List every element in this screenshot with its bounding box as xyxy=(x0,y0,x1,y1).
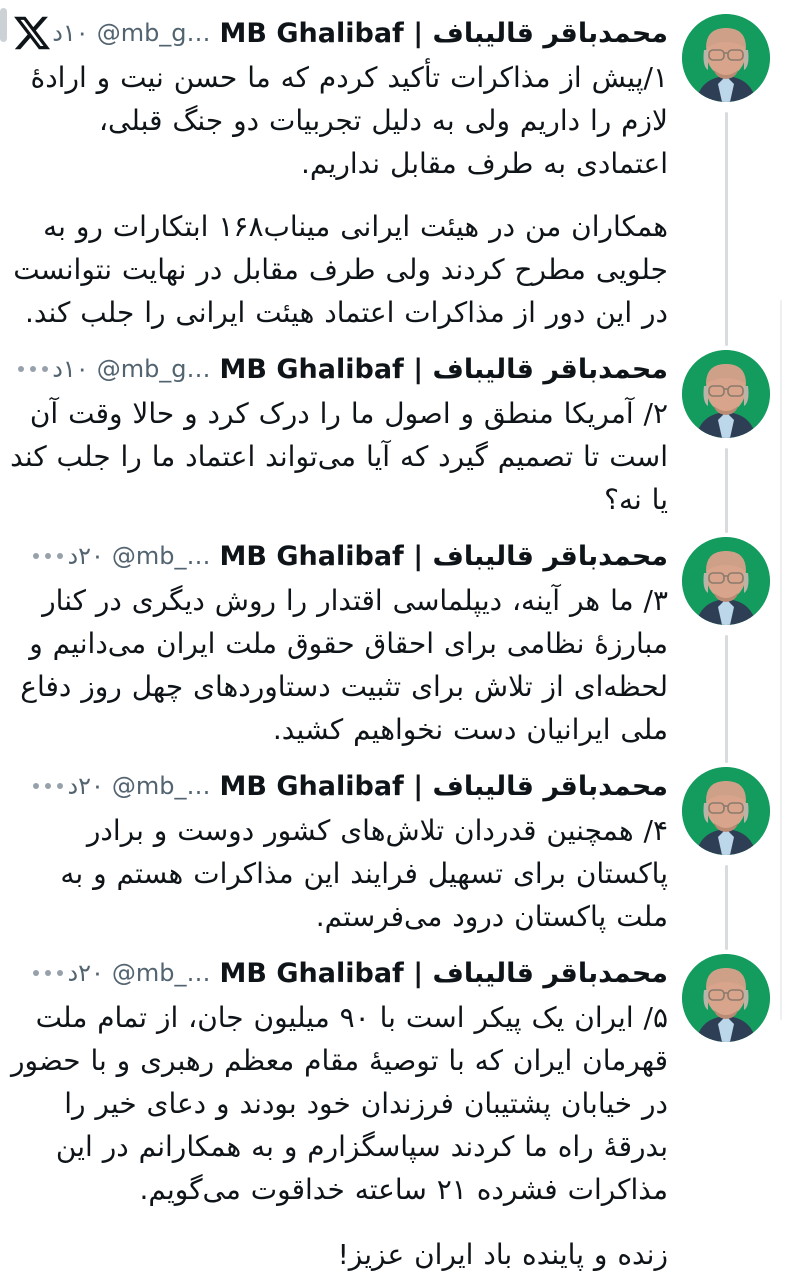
display-name[interactable]: محمدباقر قالیباف | MB Ghalibaf xyxy=(219,353,668,385)
more-icon[interactable] xyxy=(14,362,52,376)
avatar[interactable] xyxy=(682,767,770,855)
thread-connector-line xyxy=(725,112,728,346)
user-handle[interactable]: @mb_g… xyxy=(96,355,211,383)
avatar[interactable] xyxy=(682,954,770,1042)
tweet-2[interactable] xyxy=(8,348,770,521)
tweet-1[interactable] xyxy=(8,12,770,334)
avatar-column xyxy=(668,765,770,938)
display-name[interactable]: محمدباقر قالیباف | MB Ghalibaf xyxy=(219,17,668,49)
tweet-4[interactable] xyxy=(8,765,770,938)
x-logo-icon[interactable] xyxy=(12,13,52,53)
avatar-column xyxy=(668,952,770,1276)
tweet-text: ۳/ ما هر آینه، دیپلماسی اقتدار را روش دیگری در کنار مبارزهٔ نظامی برای احقاق حقوق ملت ایران می‌دانیم و لحظه‌ای از تلاش برای تثبیت دستاوردهای چهل روز دفاع ملی ایرانیان دست نخواهیم کشید. xyxy=(20,584,668,746)
avatar[interactable] xyxy=(682,350,770,438)
avatar-column xyxy=(668,348,770,521)
user-handle[interactable]: @mb_… xyxy=(111,959,211,987)
timestamp[interactable]: ۱۰د xyxy=(52,355,89,383)
tweet-closing-line: زنده و پاینده باد ایران عزیز! xyxy=(337,1238,668,1271)
tweet-header xyxy=(8,765,668,807)
scrollbar-fragment-left[interactable] xyxy=(0,8,7,42)
tweet-text: ۵/ ایران یک پیکر است با ۹۰ میلیون جان، از تمام ملت قهرمان ایران که با توصیهٔ مقام معظم رهبری و با حضور در خیابان پشتیبان فرزندان خود بودند و دعای خیر را بدرقهٔ راه ما کردند سپاسگزارم و به همکارانم در این مذاکرات فشرده ۲۱ ساعته خداقوت می‌گویم. xyxy=(10,1001,668,1206)
avatar[interactable] xyxy=(682,14,770,102)
tweet-text: همکاران من در هیئت ایرانی میناب۱۶۸ ابتکارات رو به جلویی مطرح کردند ولی طرف مقابل در نهایت نتوانست در این دور از مذاکرات اعتماد هیئت ایرانی را جلب کند. xyxy=(13,210,668,329)
timestamp[interactable]: ۲۰د xyxy=(67,959,104,987)
more-icon[interactable] xyxy=(29,549,67,563)
tweet-text: ۴/ همچنین قدردان تلاش‌های کشور دوست و برادر پاکستان برای تسهیل فرایند این مذاکرات هستم و به ملت پاکستان درود می‌فرستم. xyxy=(60,814,668,933)
more-icon[interactable] xyxy=(29,966,67,980)
avatar-column xyxy=(668,535,770,751)
thread-connector-line xyxy=(725,865,728,950)
avatar-column xyxy=(668,12,770,334)
tweet-header xyxy=(8,952,668,994)
tweet-text: ۱/پیش از مذاکرات تأکید کردم که ما حسن نیت و ارادهٔ لازم را داریم ولی به دلیل تجربیات دو جنگ قبلی، اعتمادی به طرف مقابل نداریم. xyxy=(30,61,668,180)
more-icon[interactable] xyxy=(29,779,67,793)
thread-connector-line xyxy=(725,448,728,533)
display-name[interactable]: محمدباقر قالیباف | MB Ghalibaf xyxy=(219,540,668,572)
tweet-header xyxy=(8,535,668,577)
tweet-5[interactable] xyxy=(8,952,770,1276)
timestamp[interactable]: ۲۰د xyxy=(67,542,104,570)
tweet-header xyxy=(8,348,668,390)
tweet-header xyxy=(8,12,668,54)
tweet-3[interactable] xyxy=(8,535,770,751)
scrollbar-track-right[interactable] xyxy=(780,300,782,1020)
display-name[interactable]: محمدباقر قالیباف | MB Ghalibaf xyxy=(219,957,668,989)
timestamp[interactable]: ۲۰د xyxy=(67,772,104,800)
thread-connector-line xyxy=(725,635,728,763)
timestamp[interactable]: ۱۰د xyxy=(52,19,89,47)
avatar[interactable] xyxy=(682,537,770,625)
tweet-text: ۲/ آمریکا منطق و اصول ما را درک کرد و حالا وقت آن است تا تصمیم گیرد که آیا می‌تواند اعتماد ما را جلب کند یا نه؟ xyxy=(10,397,668,516)
display-name[interactable]: محمدباقر قالیباف | MB Ghalibaf xyxy=(219,770,668,802)
user-handle[interactable]: @mb_… xyxy=(111,542,211,570)
user-handle[interactable]: @mb_g… xyxy=(96,19,211,47)
user-handle[interactable]: @mb_… xyxy=(111,772,211,800)
